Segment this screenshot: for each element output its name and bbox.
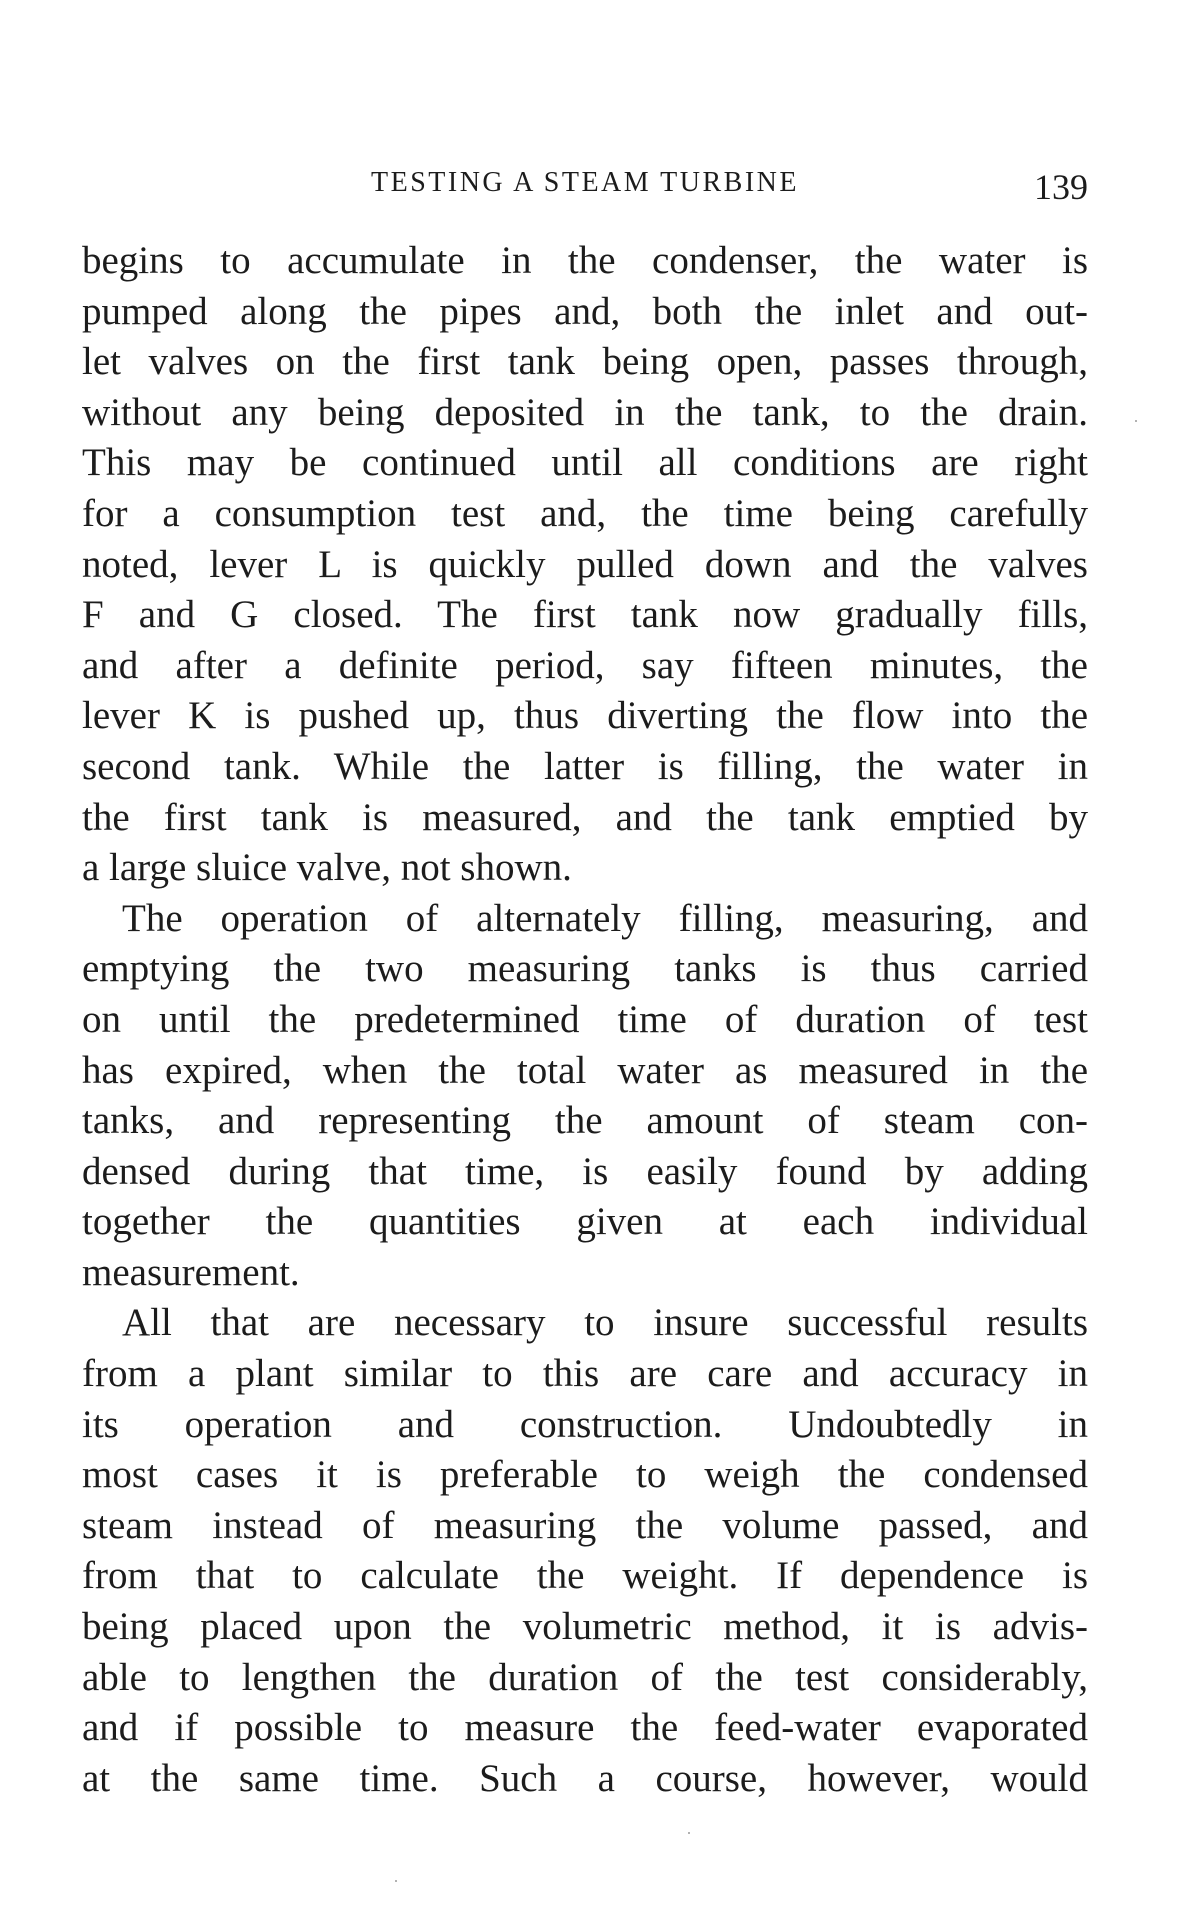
- text-line: This may be continued until all conditions are right: [82, 441, 1088, 485]
- text-line: lever K is pushed up, thus diverting the flow into the: [82, 694, 1088, 738]
- text-line: measurement.: [82, 1250, 300, 1294]
- text-line: emptying the two measuring tanks is thus carried: [82, 947, 1088, 991]
- text-line: a large sluice valve, not shown.: [82, 846, 572, 890]
- text-line: begins to accumulate in the condenser, the water is: [82, 239, 1088, 282]
- text-line: steam instead of measuring the volume passed, and: [82, 1503, 1088, 1547]
- text-line: second tank. While the latter is filling, the water in: [82, 744, 1088, 788]
- text-line: pumped along the pipes and, both the inlet and out-: [82, 289, 1088, 333]
- paragraph-1: [82, 236, 1088, 894]
- text-line: F and G closed. The first tank now gradually fills,: [82, 593, 1088, 637]
- text-line: without any being deposited in the tank, to the drain.: [82, 390, 1088, 434]
- text-line: at the same time. Such a course, however, would: [82, 1756, 1088, 1800]
- text-line: The operation of alternately filling, measuring, and: [122, 896, 1088, 940]
- body-text: [82, 236, 1088, 1804]
- page-header: [82, 160, 1088, 206]
- text-line: from a plant similar to this are care and accuracy in: [82, 1352, 1088, 1396]
- text-line: tanks, and representing the amount of steam con-: [82, 1099, 1088, 1143]
- text-line: the first tank is measured, and the tank emptied by: [82, 795, 1088, 839]
- text-line: from that to calculate the weight. If dependence is: [82, 1554, 1088, 1598]
- text-line: being placed upon the volumetric method, it is advis-: [82, 1605, 1088, 1649]
- text-line: its operation and construction. Undoubtedly in: [82, 1402, 1088, 1446]
- paragraph-2: [82, 894, 1088, 1299]
- text-line: on until the predetermined time of duration of test: [82, 997, 1088, 1041]
- text-line: for a consumption test and, the time being carefully: [82, 491, 1088, 535]
- text-line: and after a definite period, say fifteen minutes, the: [82, 643, 1088, 687]
- text-line: noted, lever L is quickly pulled down and the valves: [82, 542, 1088, 586]
- text-line: and if possible to measure the feed-water evaporated: [82, 1706, 1088, 1750]
- text-line: has expired, when the total water as measured in the: [82, 1048, 1088, 1092]
- text-line: densed during that time, is easily found by adding: [82, 1149, 1088, 1193]
- paper-speck: [395, 1880, 397, 1882]
- text-line: able to lengthen the duration of the test considerably,: [82, 1655, 1088, 1699]
- page-number: 139: [1034, 167, 1088, 207]
- text-line: together the quantities given at each individual: [82, 1200, 1088, 1244]
- paragraph-3: [82, 1298, 1088, 1804]
- paper-speck: [688, 1832, 690, 1834]
- paper-speck: [1135, 420, 1137, 422]
- text-line: let valves on the first tank being open, passes through,: [82, 340, 1088, 384]
- running-title: TESTING A STEAM TURBINE: [371, 167, 799, 198]
- text-line: most cases it is preferable to weigh the condensed: [82, 1453, 1088, 1497]
- text-line: All that are necessary to insure successful results: [122, 1301, 1088, 1345]
